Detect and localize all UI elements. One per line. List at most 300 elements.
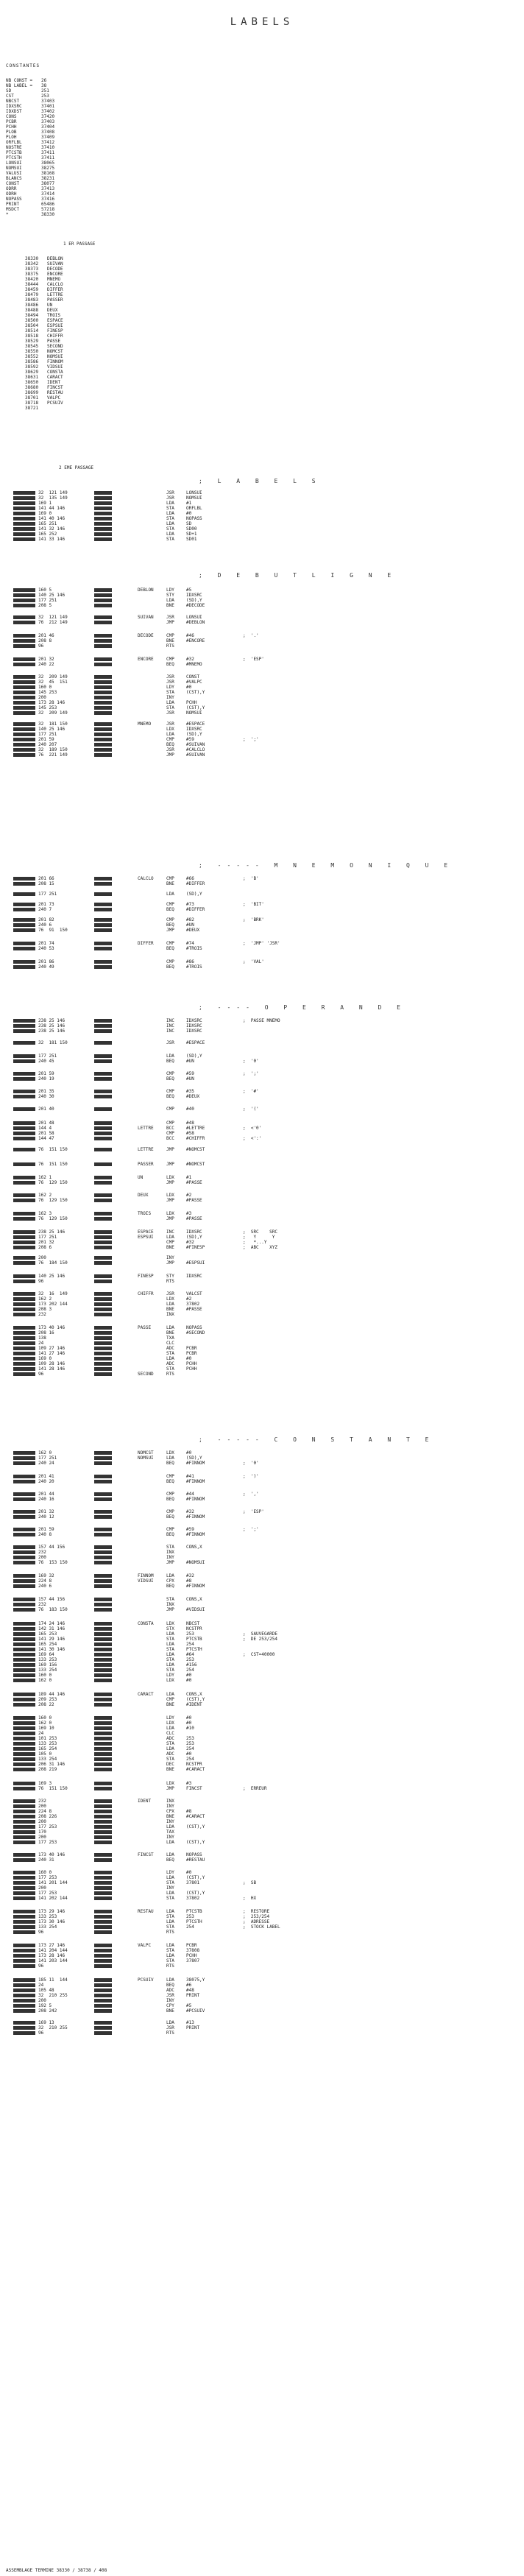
source-block <box>94 593 112 597</box>
opcode-bytes: 201 40 <box>38 1107 54 1112</box>
operand: 37801 <box>186 1880 200 1885</box>
mnemonic: JSR <box>166 615 174 620</box>
opcode-bytes: 162 0 <box>38 1450 52 1455</box>
code-line <box>0 1341 524 1346</box>
code-line <box>0 490 524 495</box>
source-block <box>94 1642 112 1646</box>
constant-value: 37411 <box>41 155 55 160</box>
constant-row <box>6 181 71 186</box>
operand: ORFLBL <box>186 506 202 511</box>
label-address: 38650 <box>25 380 39 385</box>
code-line <box>0 1372 524 1377</box>
code-line <box>0 1715 524 1721</box>
opcode-bytes: 141 33 146 <box>38 537 66 542</box>
code-line <box>0 1162 524 1167</box>
address-block <box>13 706 35 710</box>
source-block <box>94 1533 112 1536</box>
mnemonic: LDA <box>166 1891 174 1896</box>
code-line <box>0 1527 524 1532</box>
opcode-bytes: 169 156 <box>38 1662 57 1668</box>
opcode-bytes: 200 <box>38 695 46 700</box>
source-block <box>94 1663 112 1667</box>
label-name: UN <box>47 303 53 308</box>
source-block <box>94 1041 112 1045</box>
operand: #PASSE <box>186 1307 202 1312</box>
code-label: NOMCST <box>138 1450 154 1455</box>
opcode-bytes: 200 <box>38 1835 46 1840</box>
opcode-bytes: 201 35 <box>38 1089 54 1094</box>
address-block <box>13 1302 35 1306</box>
source-block <box>94 1920 112 1924</box>
mnemonic: INX <box>166 1550 174 1555</box>
label-address-row <box>25 400 95 406</box>
source-block <box>94 2026 112 2030</box>
mnemonic: CMP <box>166 657 174 662</box>
address-block <box>13 882 35 886</box>
code-line <box>0 1573 524 1578</box>
operand: #73 <box>186 902 194 907</box>
opcode-bytes: 144 4 <box>38 1126 52 1131</box>
source-block <box>94 1598 112 1601</box>
address-block <box>13 1637 35 1641</box>
opcode-bytes: 169 64 <box>38 1652 54 1657</box>
constant-value: 253 <box>41 93 49 99</box>
mnemonic: BNE <box>166 1767 174 1772</box>
source-block <box>94 1095 112 1098</box>
code-label: DEBLON <box>138 587 154 593</box>
mnemonic: LDA <box>166 1875 174 1880</box>
label-name: MNEMO <box>47 277 61 282</box>
opcode-bytes: 165 252 <box>38 532 57 537</box>
address-block <box>13 1545 35 1549</box>
source-block <box>94 1881 112 1885</box>
address-block <box>13 1347 35 1350</box>
address-block <box>13 522 35 526</box>
source-block <box>94 588 112 592</box>
label-address-row <box>25 287 95 292</box>
code-line <box>0 1626 524 1631</box>
mnemonic: STA <box>166 537 174 542</box>
code-label: FINCST <box>138 1852 154 1857</box>
mnemonic: STA <box>166 526 174 532</box>
mnemonic: BNE <box>166 881 174 886</box>
mnemonic: LDX <box>166 1211 174 1216</box>
source-block <box>94 663 112 666</box>
mnemonic: INY <box>166 1555 174 1560</box>
code-line <box>0 1642 524 1647</box>
opcode-bytes: 240 207 <box>38 742 57 747</box>
code-line <box>0 1255 524 1260</box>
source-block <box>94 1841 112 1844</box>
operand: SD <box>186 521 192 526</box>
opcode-bytes: 32 210 255 <box>38 2025 68 2030</box>
opcode-bytes: 201 59 <box>38 737 54 742</box>
first-pass-block <box>25 241 95 411</box>
mnemonic: INC <box>166 1229 174 1235</box>
address-block <box>13 1663 35 1667</box>
code-line <box>0 1479 524 1484</box>
constant-value: 38065 <box>41 160 55 166</box>
comment: ; DE 253/254 <box>243 1637 277 1642</box>
operand: #1 <box>186 1175 192 1180</box>
source-block <box>94 1999 112 2002</box>
address-block <box>13 1978 35 1982</box>
address-block <box>13 1747 35 1751</box>
opcode-bytes: 32 121 149 <box>38 615 68 620</box>
operand: 253 <box>186 1736 194 1741</box>
label-address-row <box>25 349 95 354</box>
comment: ; ABC XYZ <box>243 1245 277 1250</box>
address-block <box>13 923 35 927</box>
opcode-bytes: 238 25 146 <box>38 1018 66 1023</box>
source-block <box>94 1603 112 1606</box>
mnemonic: LDA <box>166 1235 174 1240</box>
source-block <box>94 1804 112 1808</box>
code-line <box>0 1993 524 1998</box>
opcode-bytes: 32 121 149 <box>38 490 68 495</box>
opcode-bytes: 76 91 150 <box>38 928 68 933</box>
opcode-bytes: 240 53 <box>38 946 54 951</box>
label-address-row <box>25 344 95 349</box>
address-block <box>13 663 35 666</box>
mnemonic: BEQ <box>166 907 174 912</box>
opcode-bytes: 173 202 144 <box>38 1302 68 1307</box>
mnemonic: BEQ <box>166 1059 174 1064</box>
opcode-bytes: 240 7 <box>38 907 52 912</box>
address-block <box>13 738 35 741</box>
source-block <box>94 923 112 927</box>
source-block <box>94 1584 112 1588</box>
code-line <box>0 674 524 680</box>
opcode-bytes: 24 <box>38 1731 44 1736</box>
constant-name: LONSUI <box>6 160 22 166</box>
source-block <box>94 1372 112 1376</box>
code-line <box>0 1809 524 1814</box>
comment: ; <'0' <box>243 1126 262 1131</box>
label-name: SECOND <box>47 344 63 349</box>
source-block <box>94 691 112 694</box>
address-block <box>13 1054 35 1058</box>
operand: 37807 <box>186 1958 200 1963</box>
mnemonic: INC <box>166 1028 174 1034</box>
mnemonic: STA <box>166 1924 174 1930</box>
source-block <box>94 657 112 661</box>
code-line <box>0 1107 524 1112</box>
opcode-bytes: 208 226 <box>38 1814 57 1819</box>
code-label: IDENT <box>138 1799 152 1804</box>
code-line <box>0 1279 524 1284</box>
mnemonic: BEQ <box>166 1479 174 1484</box>
opcode-bytes: 201 32 <box>38 1509 54 1514</box>
mnemonic: LDA <box>166 511 174 516</box>
operand: #2 <box>186 1296 192 1302</box>
address-block <box>13 1668 35 1672</box>
operand: PCBR <box>186 1351 197 1356</box>
source-block <box>94 877 112 881</box>
label-address-row <box>25 313 95 318</box>
opcode-bytes: 32 135 149 <box>38 495 68 501</box>
mnemonic: CLC <box>166 1731 174 1736</box>
code-line <box>0 710 524 716</box>
code-line <box>0 1597 524 1602</box>
comment: ; ADRESSE <box>243 1919 270 1924</box>
mnemonic: BEQ <box>166 662 174 667</box>
opcode-bytes: 201 66 <box>38 876 54 881</box>
operand: #UN <box>186 1076 194 1081</box>
address-block <box>13 1362 35 1366</box>
operand: #UN <box>186 922 194 928</box>
address-block <box>13 639 35 643</box>
address-block <box>13 1891 35 1895</box>
code-line <box>0 526 524 532</box>
constant-row <box>6 104 71 109</box>
opcode-bytes: 141 202 144 <box>38 1896 68 1901</box>
constant-name: * <box>6 212 9 217</box>
operand: #3 <box>186 1211 192 1216</box>
source-block <box>94 1994 112 1997</box>
code-line <box>0 1746 524 1751</box>
code-label: MNEMO <box>138 721 152 727</box>
opcode-bytes: 165 251 <box>38 521 57 526</box>
mnemonic: RTS <box>166 1963 174 1969</box>
code-line <box>0 737 524 742</box>
mnemonic: JSR <box>166 2025 174 2030</box>
operand: #8 <box>186 1578 192 1584</box>
source-block <box>94 942 112 945</box>
mnemonic: INC <box>166 1018 174 1023</box>
source-block <box>94 1132 112 1135</box>
opcode-bytes: 165 254 <box>38 1642 57 1647</box>
code-line <box>0 1023 524 1028</box>
code-line <box>0 1450 524 1455</box>
code-line <box>0 1018 524 1023</box>
operand: #8 <box>186 1809 192 1814</box>
operand: #PASSE <box>186 1180 202 1185</box>
mnemonic: INY <box>166 1804 174 1809</box>
operand: #FINNOM <box>186 1497 205 1502</box>
mnemonic: JSR <box>166 680 174 685</box>
source-block <box>94 1726 112 1730</box>
operand: #RESTAU <box>186 1857 205 1863</box>
label-name: DEBLON <box>47 256 63 261</box>
opcode-bytes: 208 6 <box>38 1245 52 1250</box>
operand: #0 <box>186 685 192 690</box>
address-block <box>13 1461 35 1465</box>
code-line <box>0 1147 524 1152</box>
constant-value: 37409 <box>41 135 55 140</box>
operand: #CARACT <box>186 1767 205 1772</box>
operand: (SD),Y <box>186 1054 202 1059</box>
source-block <box>94 496 112 500</box>
operand: #DECODE <box>186 603 205 608</box>
code-line <box>0 1692 524 1697</box>
opcode-bytes: 208 22 <box>38 1702 54 1707</box>
address-block <box>13 1451 35 1455</box>
opcode-bytes: 32 181 150 <box>38 721 68 727</box>
constant-value: 57218 <box>41 207 55 212</box>
opcode-bytes: 209 253 <box>38 1697 57 1702</box>
code-label: TROIS <box>138 1211 152 1216</box>
operand: #86 <box>186 959 194 964</box>
mnemonic: BEQ <box>166 1983 174 1988</box>
label-address-row <box>25 334 95 339</box>
label-address-row <box>25 390 95 395</box>
source-block <box>94 1658 112 1662</box>
operand: #66 <box>186 876 194 881</box>
mnemonic: LDA <box>166 1455 174 1461</box>
opcode-bytes: 160 0 <box>38 1870 52 1875</box>
opcode-bytes: 177 253 <box>38 1875 57 1880</box>
label-name: IDENT <box>47 380 61 385</box>
operand: NOPASS <box>186 516 202 521</box>
mnemonic: BNE <box>166 603 174 608</box>
address-block <box>13 1077 35 1081</box>
opcode-bytes: 32 209 149 <box>38 674 68 680</box>
source-block <box>94 1830 112 1834</box>
address-block <box>13 1148 35 1151</box>
code-line <box>0 892 524 897</box>
mnemonic: JMP <box>166 1216 174 1221</box>
code-line <box>0 1631 524 1637</box>
address-block <box>13 1910 35 1913</box>
mnemonic: INY <box>166 1819 174 1824</box>
comment: ; ';' <box>243 1071 259 1076</box>
comment: ; ')' <box>243 1474 259 1479</box>
comment: ; ',' <box>243 1492 259 1497</box>
constant-name: PTCSTH <box>6 155 22 160</box>
opcode-bytes: 160 0 <box>38 685 52 690</box>
comment: ; 'ESP' <box>243 1509 264 1514</box>
operand: #DEUX <box>186 928 200 933</box>
opcode-bytes: 133 254 <box>38 1757 57 1762</box>
source-block <box>94 706 112 710</box>
constant-row <box>6 150 71 155</box>
code-line <box>0 1652 524 1657</box>
code-line <box>0 1924 524 1930</box>
source-block <box>94 2004 112 2008</box>
mnemonic: BEQ <box>166 1857 174 1863</box>
operand: LONSUI <box>186 615 202 620</box>
code-line <box>0 521 524 526</box>
code-line <box>0 2003 524 2008</box>
address-block <box>13 908 35 911</box>
code-label: DEUX <box>138 1193 149 1198</box>
source-block <box>94 527 112 531</box>
opcode-bytes: 200 <box>38 1804 46 1809</box>
source-block <box>94 1193 112 1197</box>
source-block <box>94 1747 112 1751</box>
code-line <box>0 1094 524 1099</box>
address-block <box>13 1246 35 1249</box>
source-block <box>94 1199 112 1202</box>
mnemonic: INY <box>166 1998 174 2003</box>
code-line <box>0 1647 524 1652</box>
opcode-bytes: 105 0 <box>38 1751 52 1757</box>
mnemonic: LDA <box>166 700 174 705</box>
operand: #35 <box>186 1089 194 1094</box>
opcode-bytes: 240 6 <box>38 922 52 928</box>
operand: IDXSRC <box>186 1028 202 1034</box>
opcode-bytes: 162 2 <box>38 1193 52 1198</box>
constant-value: 37410 <box>41 145 55 150</box>
comment: ; '#' <box>243 1089 259 1094</box>
operand: #0 <box>186 1678 192 1683</box>
mnemonic: LDA <box>166 1746 174 1751</box>
source-block <box>94 1896 112 1900</box>
mnemonic: JSR <box>166 495 174 501</box>
mnemonic: JMP <box>166 928 174 933</box>
constants-list <box>6 78 71 217</box>
label-name: PASSE <box>47 339 61 344</box>
address-block <box>13 691 35 694</box>
address-block <box>13 1107 35 1111</box>
mnemonic: LDY <box>166 587 174 593</box>
opcode-bytes: 157 44 156 <box>38 1545 66 1550</box>
address-block <box>13 527 35 531</box>
mnemonic: CMP <box>166 1474 174 1479</box>
constant-row <box>6 160 71 166</box>
comment: ; ERREUR <box>243 1786 267 1791</box>
opcode-bytes: 173 30 146 <box>38 1919 66 1924</box>
operand: #3 <box>186 1781 192 1786</box>
operand: IDXSRC <box>186 1018 202 1023</box>
opcode-bytes: 240 16 <box>38 1497 54 1502</box>
mnemonic: STA <box>166 516 174 521</box>
source-block <box>94 1944 112 1947</box>
mnemonic: INY <box>166 695 174 700</box>
label-address-row <box>25 277 95 282</box>
address-block <box>13 2021 35 2025</box>
code-line <box>0 511 524 516</box>
label-address-row <box>25 370 95 375</box>
code-label: CONSTA <box>138 1621 154 1626</box>
address-block <box>13 1762 35 1766</box>
constant-name: BLANCS <box>6 176 22 181</box>
section-heading: ; L A B E L S <box>199 478 322 484</box>
constant-value: 38077 <box>41 181 55 186</box>
label-name: PASSER <box>47 297 63 303</box>
operand: #NOMCST <box>186 1162 205 1167</box>
address-block <box>13 1297 35 1301</box>
address-block <box>13 1256 35 1260</box>
source-block <box>94 1915 112 1919</box>
address-block <box>13 960 35 964</box>
source-block <box>94 1721 112 1725</box>
code-line <box>0 1943 524 1948</box>
operand: #SECOND <box>186 1330 205 1335</box>
address-block <box>13 1799 35 1803</box>
comment: ; STOCK LABEL <box>243 1924 280 1930</box>
address-block <box>13 965 35 969</box>
source-block <box>94 743 112 747</box>
code-line <box>0 1621 524 1626</box>
opcode-bytes: 141 201 144 <box>38 1880 68 1885</box>
source-block <box>94 1274 112 1278</box>
label-name: CONSTA <box>47 370 63 375</box>
operand: #0 <box>186 1450 192 1455</box>
mnemonic: JSR <box>166 1993 174 1998</box>
address-block <box>13 1994 35 1997</box>
label-name: ESPACE <box>47 318 63 323</box>
mnemonic: STA <box>166 1647 174 1652</box>
address-block <box>13 1292 35 1296</box>
label-address: 38494 <box>25 313 39 318</box>
section-heading: ; D E B U T L I G N E <box>199 572 397 579</box>
address-block <box>13 1841 35 1844</box>
code-line <box>0 1988 524 1993</box>
code-line <box>0 964 524 970</box>
address-block <box>13 1737 35 1740</box>
